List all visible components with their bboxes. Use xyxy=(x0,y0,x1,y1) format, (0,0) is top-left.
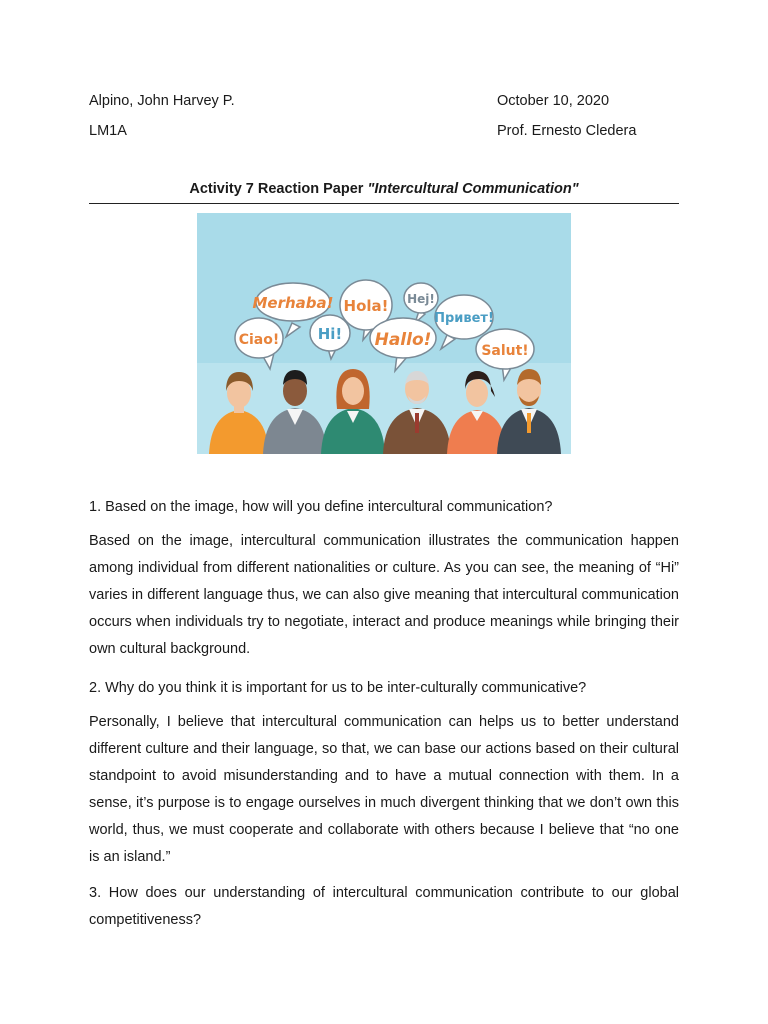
page-title xyxy=(89,181,679,197)
bubble-hallo-text: Hallo! xyxy=(374,330,432,350)
bubble-merhaba-text: Merhaba! xyxy=(252,294,334,312)
answer-1: Based on the image, intercultural communication illustrates the communication happen among individual from different nationalities or culture. As you can see, the meaning of “Hi” varies in different language thus, we can also give meaning that intercultural communication occurs when individuals try to negotiate, interact and produce meanings while bringing their own cultural background. xyxy=(89,533,679,657)
intercultural-illustration xyxy=(197,213,571,454)
bubble-privet-text: Привет! xyxy=(434,311,494,326)
title-prefix: Activity 7 Reaction Paper xyxy=(189,181,368,197)
question-1: 1. Based on the image, how will you define intercultural communication? xyxy=(89,499,553,515)
title-divider xyxy=(89,203,679,204)
question-3: 3. How does our understanding of intercultural communication contribute to our global competitiveness? xyxy=(89,885,679,928)
answer-2: Personally, I believe that intercultural communication can helps us to better understand different culture and their language, so that, we can base our actions based on their cultural standpoint to avoid misunderstanding and to have a mutual connection with them. In a sense, it’s purpose is to engage ourselves in much divergent thinking that we don’t own this world, thus, we must cooperate and collaborate with others because I believe that “no one is an island.” xyxy=(89,714,679,865)
bubble-hej-text: Hej! xyxy=(407,292,435,306)
student-name: Alpino, John Harvey P. xyxy=(89,93,235,109)
professor-name: Prof. Ernesto Cledera xyxy=(497,123,637,139)
title-italic: "Intercultural Communication" xyxy=(367,181,579,197)
bubble-hi-text: Hi! xyxy=(317,325,343,343)
question-2: 2. Why do you think it is important for us to be inter-culturally communicative? xyxy=(89,680,587,696)
section-code: LM1A xyxy=(89,123,127,139)
submission-date: October 10, 2020 xyxy=(497,93,610,109)
bubble-hola-text: Hola! xyxy=(343,297,389,315)
bubble-ciao-text: Ciao! xyxy=(238,332,280,348)
bubble-salut-text: Salut! xyxy=(481,343,529,359)
